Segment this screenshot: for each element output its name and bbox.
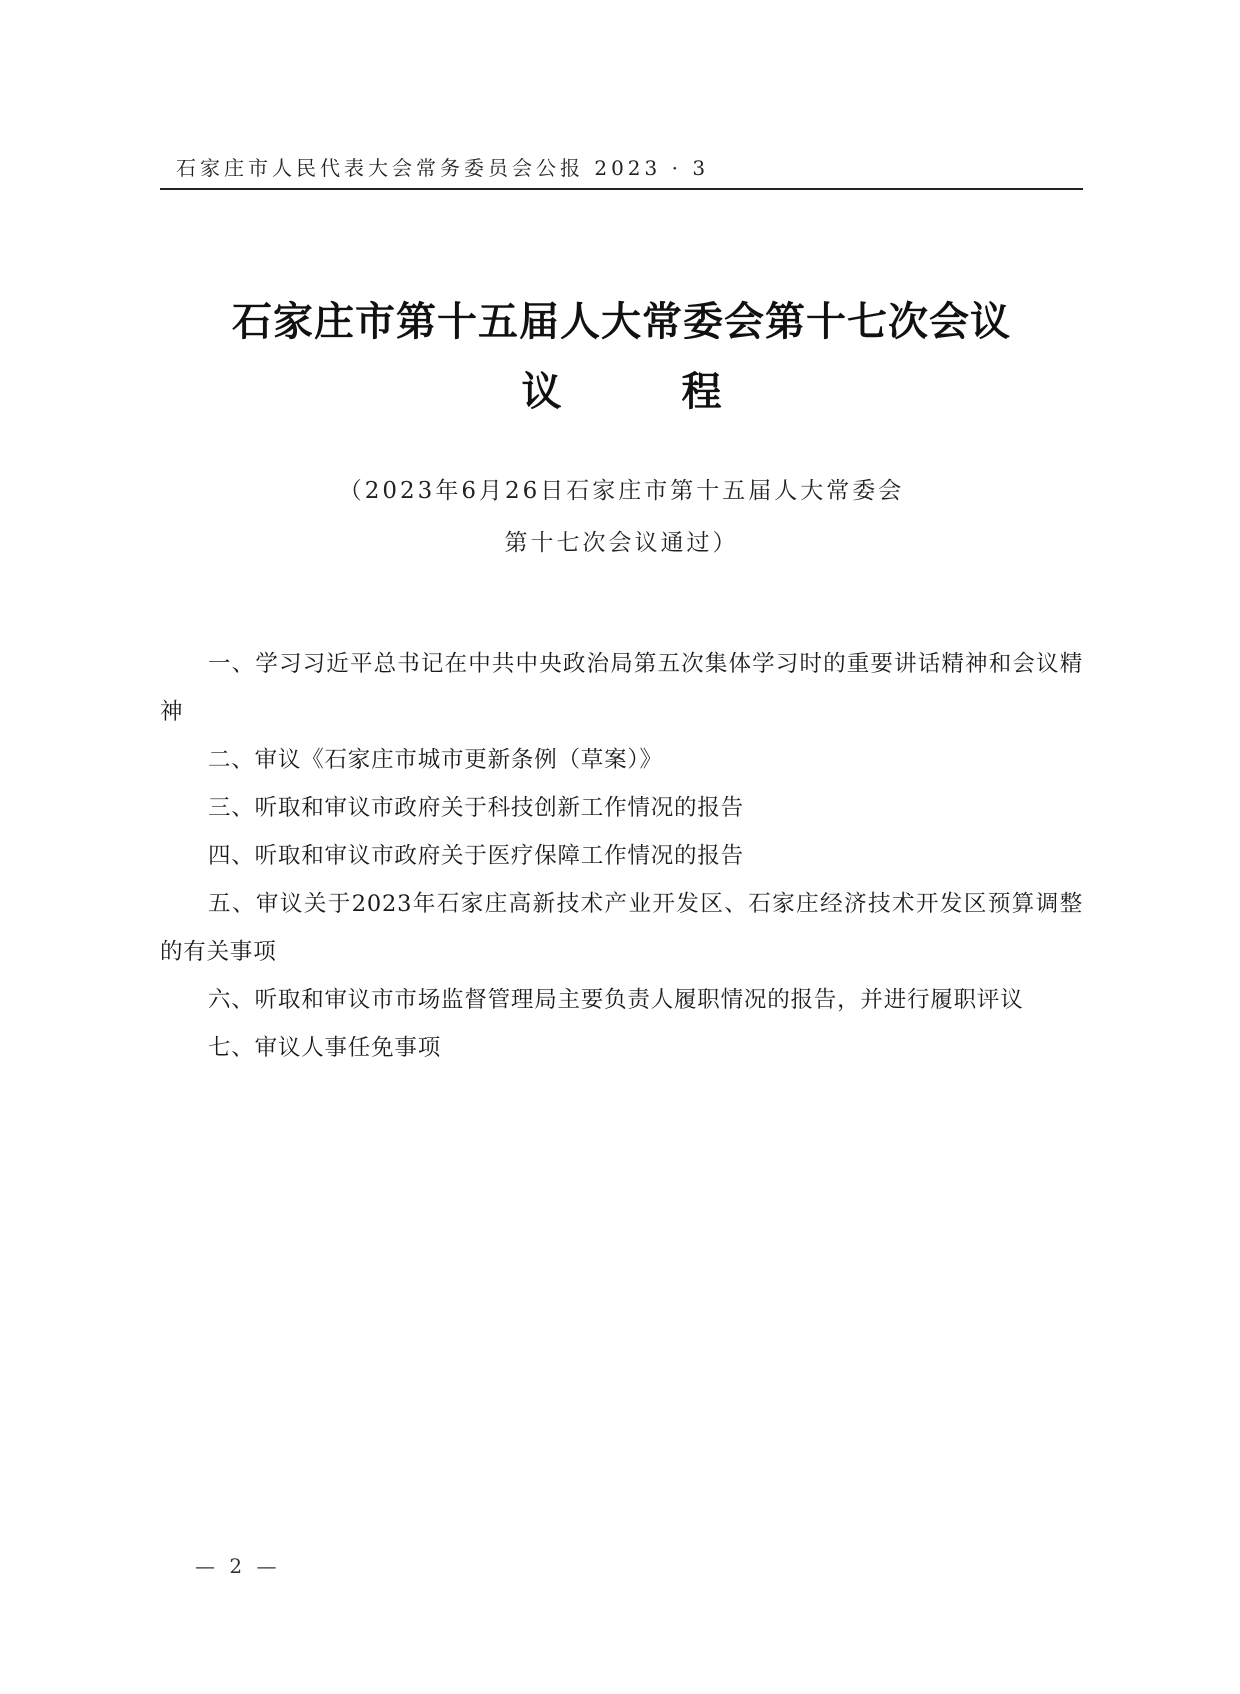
agenda-item-6: 六、听取和审议市市场监督管理局主要负责人履职情况的报告，并进行履职评议 bbox=[208, 987, 1024, 1013]
agenda-item-5: 五、审议关于2023年石家庄高新技术产业开发区、石家庄经济技术开发区预算调整的有关事项 bbox=[160, 891, 1083, 965]
adoption-note-line1: （2023年6月26日石家庄市第十五届人大常委会 bbox=[338, 478, 905, 504]
adoption-note-line2: 第十七次会议通过） bbox=[504, 530, 739, 556]
agenda-item-1: 一、学习习近平总书记在中共中央政治局第五次集体学习时的重要讲话精神和会议精神 bbox=[160, 651, 1083, 725]
running-header: 石家庄市人民代表大会常务委员会公报 2023 · 3 bbox=[176, 156, 710, 180]
agenda-item-4: 四、听取和审议市政府关于医疗保障工作情况的报告 bbox=[208, 843, 744, 869]
heading-char-cheng: 程 bbox=[681, 368, 722, 415]
header-divider bbox=[160, 188, 1083, 190]
document-title: 石家庄市第十五届人大常委会第十七次会议 bbox=[232, 298, 1011, 345]
agenda-list bbox=[160, 640, 1083, 1072]
agenda-item-2: 二、审议《石家庄市城市更新条例（草案）》 bbox=[208, 747, 663, 773]
document-subtitle-heading bbox=[160, 360, 1083, 417]
agenda-item-3: 三、听取和审议市政府关于科技创新工作情况的报告 bbox=[208, 795, 744, 821]
heading-char-yi: 议 bbox=[521, 368, 562, 415]
agenda-item-7: 七、审议人事任免事项 bbox=[208, 1035, 442, 1061]
page-number: — 2 — bbox=[195, 1554, 281, 1578]
